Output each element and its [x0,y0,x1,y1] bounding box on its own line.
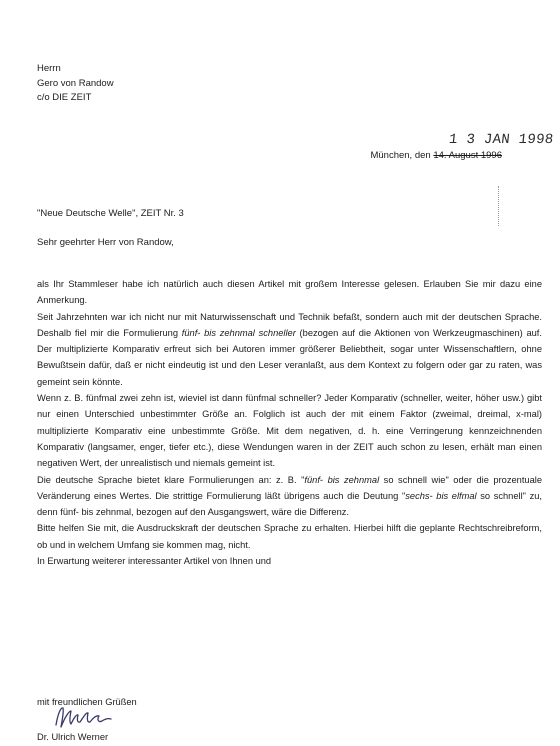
signer-name: Dr. Ulrich Werner [37,732,109,742]
letter-body [37,276,542,569]
paragraph-3: Wenn z. B. fünfmal zwei zehn ist, wieviel ist dann fünfmal schneller? Jeder Komparativ (schneller, weiter, höher usw.) gibt nur einen Unterschied unbestimmter Größe an. Folglich ist auch der mit einem Faktor (zweimal, dreimal, x-mal) multiplizierte Komparativ eine unbestimmte Größe. Mit dem negativen, d. h. eine Verringerung kennzeichnenden Komparativ (langsamer, enger, tiefer etc.), diese Wendungen waren in der ZEIT auch schon zu lesen, erhält man einen negativen Wert, der unrealistisch und niemals gemeint ist. [37,393,542,469]
paragraph-4-emphasis-1: fünf- bis zehnmal [304,474,380,485]
paragraph-2-text-a: Seit Jahrzehnten war ich nicht nur mit Naturwissenschaft und Technik befaßt, sondern auch mit der deutschen Sprache. Deshalb fiel mir die Formulierung [37,311,542,338]
salutation: Sehr geehrter Herr von Randow, [37,237,174,248]
paragraph-5: Bitte helfen Sie mit, die Ausdruckskraft der deutschen Sprache zu erhalten. Hierbei hilft die geplante Rechtschreibreform, ob und in welchem Umfang sie kommen mag, nicht. [37,523,542,550]
struck-original-date: 14. August 1996 [433,150,502,161]
paragraph-2-emphasis: fünf- bis zehnmal schneller [181,327,296,338]
paragraph-4 [37,472,542,521]
closing: mit freundlichen Grüßen [37,697,137,707]
paragraph-1: als Ihr Stammleser habe ich natürlich auch diesen Artikel mit großem Interesse gelesen. Erlauben Sie mir dazu eine Anmerkung. [37,279,542,306]
date-stamp: 1 3 JAN 1998 [448,132,555,148]
subject-reference: "Neue Deutsche Welle", ZEIT Nr. 3 [37,208,184,219]
paragraph-4-text-b: so schnell wie" oder die prozentuale Veränderung eines Wertes. Die strittige Formulierung läßt übrigens auch die Deutung " [37,474,542,501]
paragraph-6: In Erwartung weiterer interessanter Artikel von Ihnen und [37,556,272,567]
recipient-address [37,62,114,106]
handwritten-signature [52,703,114,731]
margin-mark [498,186,500,226]
date-line [370,150,502,161]
paragraph-4-emphasis-2: sechs- bis elfmal [405,490,477,501]
paragraph-4-text-c: so schnell" zu, denn fünf- bis zehnmal, bezogen auf den Ausgangswert, wäre die Differenz. [37,490,542,518]
paragraph-4-text-a: Die deutsche Sprache bietet klare Formulierungen an: z. B. " [37,474,305,485]
recipient-line-name: Gero von Randow [37,77,114,89]
recipient-line-salutation: Herrn [37,63,61,74]
recipient-line-organization: c/o DIE ZEIT [37,92,92,103]
date-place: München, den [370,150,431,161]
paragraph-2 [37,309,542,390]
paragraph-2-text-b: (bezogen auf die Aktionen von Werkzeugmaschinen) auf. Der multiplizierte Komparativ erfreut sich bei Autoren immer größerer Beliebtheit, sogar unter Wissenschaftlern, ohne Bewußtsein dafür, daß er nicht eindeutig ist und den Leser veranlaßt, aus dem Kontext zu folgern oder gar zu raten, was gemeint sein könnte. [37,327,542,387]
